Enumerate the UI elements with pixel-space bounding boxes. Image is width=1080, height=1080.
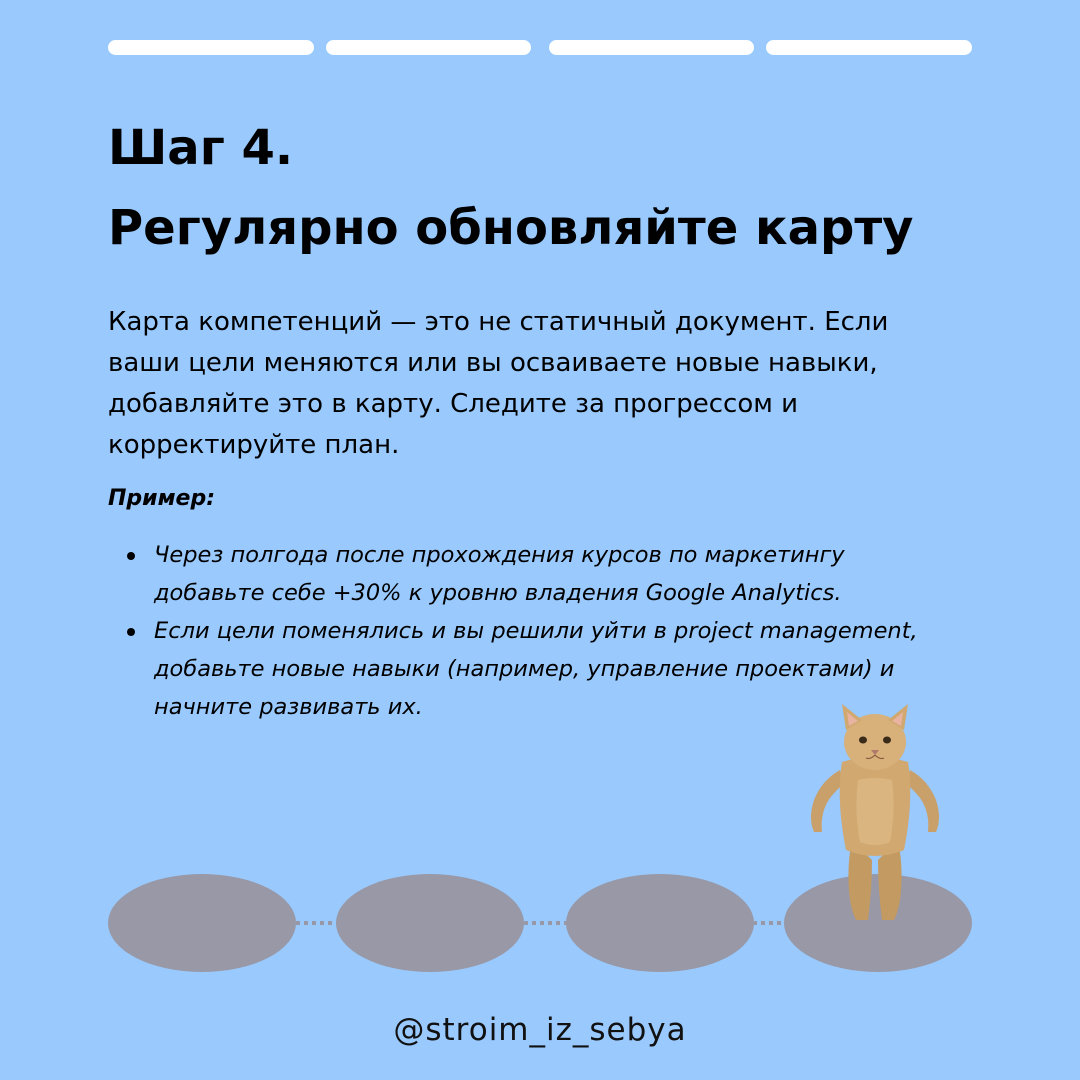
description-line: ваши цели меняются или вы осваиваете новые навыки, xyxy=(108,348,878,378)
step-oval-2 xyxy=(336,874,524,972)
account-handle: @stroim_iz_sebya xyxy=(393,1012,687,1048)
example-label: Пример: xyxy=(108,486,216,511)
list-item-line: добавьте себе +30% к уровню владения Google Analytics. xyxy=(154,580,842,606)
title-step-number: Шаг 4. xyxy=(108,120,294,176)
list-item-line: начните развивать их. xyxy=(154,694,423,720)
step-oval-1 xyxy=(108,874,296,972)
list-item-line: Через полгода после прохождения курсов по маркетингу xyxy=(154,542,845,568)
step-oval-3 xyxy=(566,874,754,972)
description-line: корректируйте план. xyxy=(108,430,400,460)
list-item-line: Если цели поменялись и вы решили уйти в project management, xyxy=(154,618,918,644)
title-heading: Регулярно обновляйте карту xyxy=(108,200,914,256)
description-line: Карта компетенций — это не статичный документ. Если xyxy=(108,307,889,337)
standing-cat-icon xyxy=(800,700,950,925)
description-line: добавляйте это в карту. Следите за прогрессом и xyxy=(108,389,799,419)
list-item-line: добавьте новые навыки (например, управление проектами) и xyxy=(154,656,895,682)
